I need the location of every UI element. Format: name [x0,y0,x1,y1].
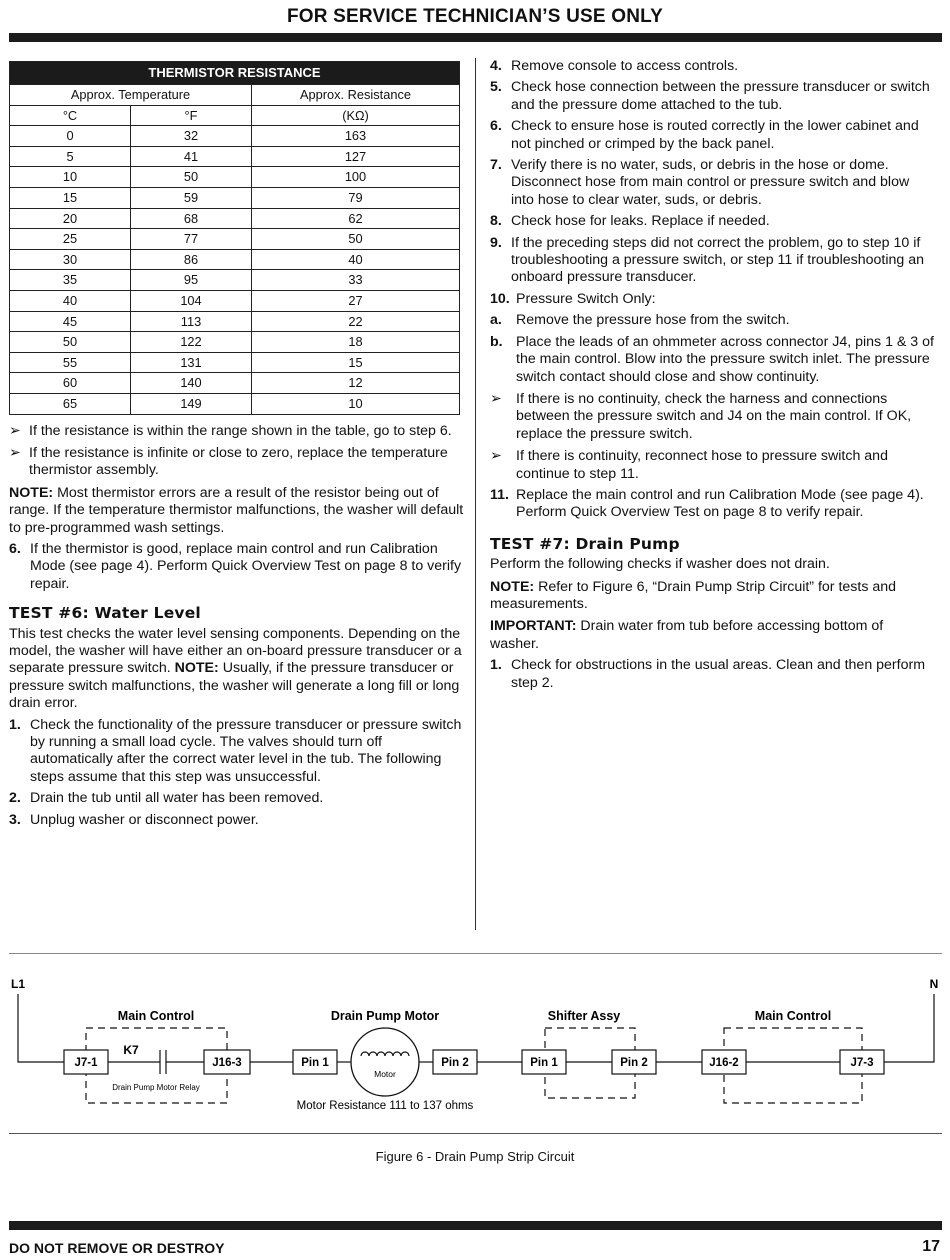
table-cell: 27 [252,290,460,311]
group-label-main-control-2: Main Control [754,1009,832,1023]
shifter-pin-1: Pin 1 [530,1057,558,1069]
table-row [10,290,460,311]
table-row [10,332,460,353]
arrow-bullet-icon: ➢ [490,390,502,407]
table-cell: 32 [131,126,252,147]
table-cell: 163 [252,126,460,147]
table-cell: 45 [10,311,131,332]
thermistor-resistance-table [9,61,460,415]
group-label-shifter-assy: Shifter Assy [547,1009,621,1023]
table-row [10,126,460,147]
test6-intro [9,626,464,713]
table-cell: 33 [252,270,460,291]
step-number: 5. [490,79,502,96]
right-column [490,58,935,692]
note-label: NOTE: [490,578,535,595]
table-unit-header: (KΩ) [252,105,460,126]
table-cell: 41 [131,146,252,167]
table-cell: 65 [10,393,131,414]
step-text: Pressure Switch Only: [516,290,656,307]
list-item [490,79,935,114]
table-cell: 77 [131,229,252,250]
step-number: 7. [490,157,502,174]
step-number: 2. [9,790,21,807]
table-unit-header: °C [10,105,131,126]
table-cell: 40 [252,249,460,270]
step-text: Unplug washer or disconnect power. [30,811,259,828]
table-cell: 55 [10,352,131,373]
table-row [10,393,460,414]
list-item [490,312,935,329]
list-item [490,157,935,209]
list-item [490,657,935,692]
table-row [10,187,460,208]
step-text: If the preceding steps did not correct the problem, go to step 10 if troubleshooting a pressure switch, or step 11 if troubleshooting an onboard pressure transducer. [511,234,924,286]
step-number: a. [490,312,502,329]
table-cell: 100 [252,167,460,188]
bullet-text: If there is no continuity, check the harness and connections between the pressure switch and J4 on the main control. If OK, replace the pressure switch. [516,390,912,442]
column-divider [475,58,476,930]
test7-intro: Perform the following checks if washer does not drain. [490,556,830,573]
figure-rule-bottom [9,1133,942,1134]
table-cell: 60 [10,373,131,394]
step-number: 9. [490,234,502,251]
continuity-bullets [490,391,935,483]
table-cell: 62 [252,208,460,229]
connector-j16-2: J16-2 [709,1057,739,1069]
motor-pin-2: Pin 2 [441,1057,469,1069]
list-item [490,334,935,386]
list-item [9,445,464,480]
table-cell: 50 [10,332,131,353]
step-number: 8. [490,213,502,230]
step-number: 6. [490,118,502,135]
list-item [9,423,464,440]
page-number: 17 [922,1238,940,1255]
step-number: b. [490,333,503,350]
table-cell: 131 [131,352,252,373]
header-bar [9,33,942,42]
table-row [10,311,460,332]
step-text: Check hose for leaks. Replace if needed. [511,213,770,230]
step-number: 4. [490,58,502,74]
note-paragraph [9,485,464,537]
table-cell: 127 [252,146,460,167]
step-text: Check hose connection between the pressure transducer or switch and the pressure dome attached to the tub. [511,79,930,113]
table-cell: 79 [252,187,460,208]
intro-text: Usually, if the pressure transducer or pressure switch malfunctions, the washer will generate a long fill or long drain error. [9,660,460,712]
table-cell: 104 [131,290,252,311]
step-text: Verify there is no water, suds, or debris in the hose or dome. Disconnect hose from main control or pressure switch and blow into hose to clear water, suds, or debris. [511,157,910,208]
table-row [10,270,460,291]
table-row [10,208,460,229]
table-cell: 25 [10,229,131,250]
step-text: Replace the main control and run Calibration Mode (see page 4). Perform Quick Overview Test on page 8 to verify repair. [516,486,924,521]
table-cell: 113 [131,311,252,332]
table-cell: 10 [10,167,131,188]
test7-heading: TEST #7: Drain Pump [490,534,680,553]
table-row [10,146,460,167]
table-cell: 12 [252,373,460,394]
note-label: NOTE: [9,484,54,501]
table-cell: 86 [131,249,252,270]
n-label: N [929,977,939,991]
step-number: 3. [9,811,21,828]
list-item [490,213,935,230]
table-cell: 50 [252,229,460,250]
note-text: Most thermistor errors are a result of the resistor being out of range. If the temperature thermistor malfunctions, the washer will default to pre-programmed wash settings. [9,484,464,536]
step-number: 10. [490,290,510,307]
l1-label: L1 [10,977,26,991]
table-cell: 0 [10,126,131,147]
list-item [490,487,935,522]
test6-steps-continued [490,58,935,386]
relay-caption: Drain Pump Motor Relay [112,1083,200,1092]
test6-heading: TEST #6: Water Level [9,604,201,623]
group-label-drain-pump-motor: Drain Pump Motor [330,1009,440,1023]
connector-j16-3: J16-3 [212,1057,242,1069]
table-cell: 50 [131,167,252,188]
connector-j7-1: J7-1 [74,1057,98,1069]
important-label: IMPORTANT: [490,618,577,635]
table-cell: 35 [10,270,131,291]
arrow-bullet-icon: ➢ [490,448,502,465]
arrow-bullet-icon: ➢ [9,422,21,439]
step-text: Remove the pressure hose from the switch. [516,312,790,329]
table-cell: 18 [252,332,460,353]
table-cell: 22 [252,311,460,332]
table-group-header: Approx. Temperature [10,85,252,106]
table-cell: 15 [10,187,131,208]
step-text: Drain the tub until all water has been removed. [30,790,324,807]
drain-pump-circuit-diagram [0,960,950,1130]
table-cell: 30 [10,249,131,270]
list-item [9,541,464,593]
table-row [10,229,460,250]
step-text: Check the functionality of the pressure transducer or pressure switch by running a small load cycle. The valves should turn off automatically after the correct water level in the tub. The following steps assume that this step was unsuccessful. [30,716,462,785]
step-text: Place the leads of an ohmmeter across connector J4, pins 1 & 3 of the main control. Blow into the pressure switch inlet. The pressure switch contact should close and show continuity. [516,333,934,385]
list-item [9,790,464,807]
motor-icon [351,1028,419,1096]
list-item [490,448,935,483]
page-header-title: FOR SERVICE TECHNICIAN’S USE ONLY [286,6,664,27]
table-cell: 149 [131,393,252,414]
relay-k7-label: K7 [123,1043,139,1057]
motor-resistance-label: Motor Resistance 111 to 137 ohms [296,1100,474,1112]
table-cell: 68 [131,208,252,229]
list-item [490,235,935,287]
test7-important [490,618,935,653]
shifter-pin-2: Pin 2 [620,1057,648,1069]
list-item [490,291,935,308]
footer-warning: DO NOT REMOVE OR DESTROY [9,1240,225,1256]
test7-note [490,579,935,614]
note-label: NOTE: [174,660,219,677]
group-label-main-control: Main Control [117,1009,195,1023]
step-number: 6. [9,540,21,557]
step-text: If the thermistor is good, replace main control and run Calibration Mode (see page 4). Perform Quick Overview Test on page 8 to verify repair. [30,540,462,592]
step-number: 1. [9,716,21,733]
table-row [10,167,460,188]
step-number: 11. [490,486,509,503]
table-cell: 5 [10,146,131,167]
left-column [9,61,464,829]
test6-steps [9,717,464,829]
step-text: Check to ensure hose is routed correctly in the lower cabinet and not pinched or crimped by the back panel. [511,118,919,152]
note-text: Refer to Figure 6, “Drain Pump Strip Circuit” for tests and measurements. [490,578,897,612]
table-cell: 122 [131,332,252,353]
intro-text: This test checks the water level sensing components. Depending on the model, the washer will have either an on-board pressure transducer or a separate pressure switch. [9,625,462,677]
table-cell: 95 [131,270,252,291]
table-row [10,373,460,394]
list-item [490,58,935,75]
table-title: THERMISTOR RESISTANCE [10,62,460,85]
list-item [490,391,935,443]
table-row [10,249,460,270]
table-cell: 59 [131,187,252,208]
table-cell: 20 [10,208,131,229]
figure-rule-top [9,953,942,954]
connector-j7-3: J7-3 [850,1057,874,1069]
list-item [490,118,935,153]
table-cell: 15 [252,352,460,373]
table-group-header: Approx. Resistance [252,85,460,106]
table-row [10,352,460,373]
list-item [9,717,464,787]
table-cell: 10 [252,393,460,414]
motor-label: Motor [374,1069,396,1079]
step-text: Check for obstructions in the usual areas. Clean and then perform step 2. [511,657,926,691]
table-unit-header: °F [131,105,252,126]
figure-caption: Figure 6 - Drain Pump Strip Circuit [375,1149,575,1164]
table-cell: 140 [131,373,252,394]
table-body [10,126,460,414]
bullet-text: If there is continuity, reconnect hose to pressure switch and continue to step 11. [516,448,888,482]
step-text: Remove console to access controls. [511,58,739,74]
footer-bar [9,1221,942,1230]
motor-pin-1: Pin 1 [301,1057,329,1069]
step-number: 1. [490,657,502,674]
table-cell: 40 [10,290,131,311]
bullet-text: If the resistance is infinite or close to zero, replace the temperature thermistor assembly. [29,444,448,479]
arrow-bullet-icon: ➢ [9,444,21,461]
bullet-text: If the resistance is within the range shown in the table, go to step 6. [29,422,452,439]
important-text: Drain water from tub before accessing bottom of washer. [490,618,884,652]
list-item [9,812,464,829]
